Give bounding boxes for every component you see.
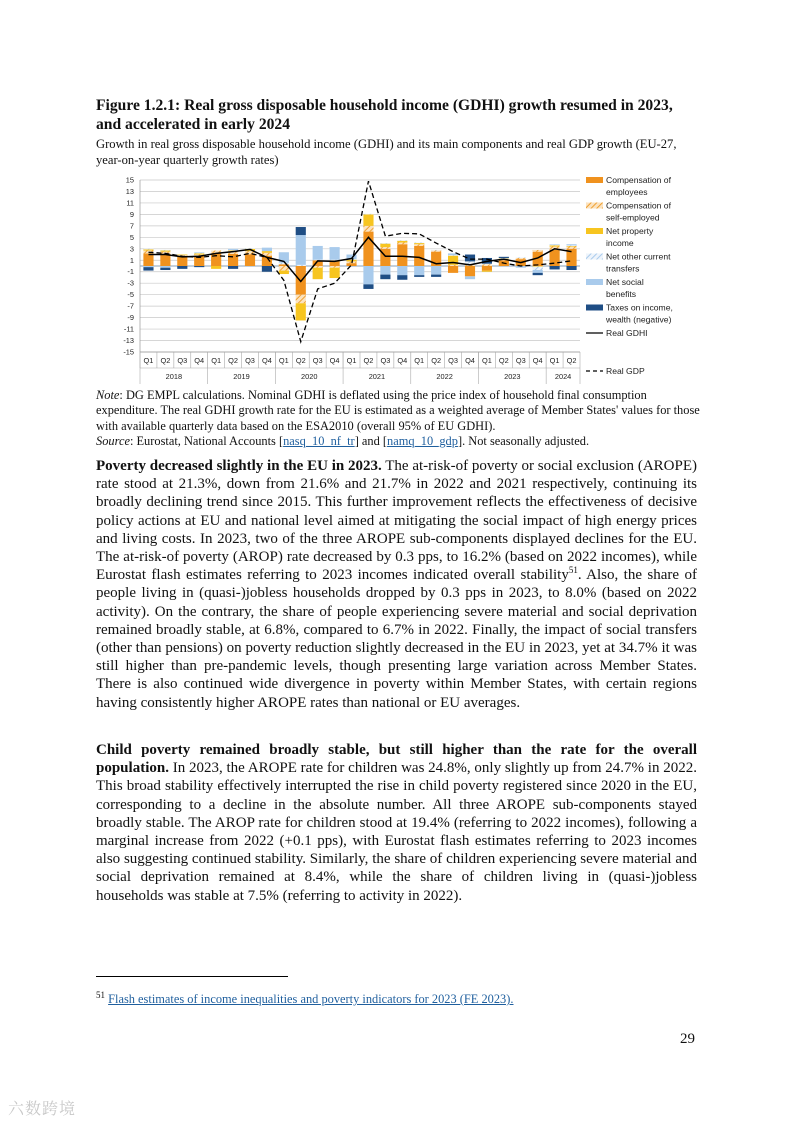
figure-subtitle: Growth in real gross disposable household income (GDHI) and its main components and real GDP growth (EU-27, year-on-year quarterly growth rates) (96, 137, 677, 167)
quarter-label: Q1 (481, 356, 492, 365)
legend-swatch (586, 254, 603, 260)
legend-label: Compensation of (606, 200, 671, 211)
bar-net-property-income (211, 266, 221, 269)
quarter-label: Q4 (261, 356, 272, 365)
paragraph-child-poverty: Child poverty remained broadly stable, but still higher than the rate for the overall population. In 2023, the AROPE rate for children was 24.8%, only slightly up from 24.7% in 2022. This broad stability effectively interrupted the rise in child poverty registered since 2020 in the EU, corresponding to a decline in the absolute number. All three AROPE sub-components stayed broadly stable. The AROP rate for children stood at 19.4% (referring to 2022 incomes), following a marginal increase from 2022 (+0.1 pps), with Eurostat flash estimates referring to 2023 incomes also suggesting continued stability. Similarly, the share of children experiencing severe material and social deprivation remained at 8.4%, while the share of children living in (quasi-)jobless households was stable at 7.5% (referring to activity in 2022). (96, 742, 697, 904)
source-text: Source: Eurostat, National Accounts [nasq_10_nf_tr] and [namq_10_gdp]. Not seasonally adjusted. (96, 433, 590, 448)
quarter-label: Q4 (397, 356, 408, 365)
year-label: 2021 (368, 372, 386, 381)
legend-label: Net other current (606, 251, 671, 262)
bar-net-property-income (313, 268, 323, 279)
bar-net-property-income (380, 244, 390, 247)
bar-taxes-on-income-wealth-negative- (397, 275, 407, 280)
bar-net-other-current-transfers (380, 243, 390, 244)
bar-net-property-income (194, 253, 204, 254)
bar-compensation-of-employees (448, 266, 458, 273)
bar-net-other-current-transfers (363, 214, 373, 215)
bar-net-property-income (143, 249, 153, 250)
legend-label: Net property (606, 226, 654, 236)
bar-compensation-of-self-employed (296, 295, 306, 304)
bar-taxes-on-income-wealth-negative- (194, 266, 204, 267)
quarter-label: Q2 (498, 356, 509, 365)
quarter-label: Q2 (228, 356, 239, 365)
bar-net-social-benefits (380, 266, 390, 275)
bar-net-other-current-transfers (279, 263, 289, 265)
y-tick-label: -11 (123, 324, 134, 334)
bar-net-property-income (177, 255, 187, 256)
legend-label: Real GDHI (606, 328, 648, 338)
bar-net-social-benefits (330, 247, 340, 260)
figure-title: Figure 1.2.1: Real gross disposable household income (GDHI) growth resumed in 2023, and accelerated in early 2024 (96, 97, 673, 133)
source-link-namq[interactable]: namq_10_gdp (387, 433, 458, 448)
bar-net-property-income (566, 246, 576, 247)
bar-net-other-current-transfers (533, 267, 543, 270)
bar-compensation-of-employees (465, 266, 475, 276)
bar-net-property-income (397, 241, 407, 243)
year-label: 2019 (233, 372, 250, 381)
legend-label: employees (606, 187, 648, 197)
bar-net-other-current-transfers (143, 249, 153, 250)
bar-compensation-of-self-employed (414, 244, 424, 246)
y-tick-label: -15 (123, 347, 134, 357)
quarter-label: Q3 (448, 356, 459, 365)
bar-net-property-income (160, 251, 170, 252)
bar-compensation-of-self-employed (363, 226, 373, 232)
bar-taxes-on-income-wealth-negative- (533, 273, 543, 275)
y-tick-label: -5 (127, 290, 134, 300)
bar-compensation-of-employees (346, 263, 356, 266)
bar-compensation-of-employees (482, 266, 492, 271)
bar-net-other-current-transfers (414, 242, 424, 243)
bar-net-other-current-transfers (566, 245, 576, 246)
legend-label: self-employed (606, 212, 660, 223)
legend-label: transfers (606, 263, 640, 274)
bar-net-social-benefits (262, 248, 272, 251)
quarter-label: Q4 (194, 356, 205, 365)
year-label: 2024 (554, 372, 572, 381)
bar-net-other-current-transfers (482, 264, 492, 265)
bar-net-social-benefits (397, 266, 407, 275)
x-axis (140, 352, 580, 384)
bar-net-property-income (262, 251, 272, 253)
bar-compensation-of-self-employed (330, 266, 340, 268)
legend-swatch (586, 279, 603, 285)
bar-taxes-on-income-wealth-negative- (177, 266, 187, 269)
bar-net-social-benefits (296, 235, 306, 265)
bar-compensation-of-self-employed (448, 265, 458, 266)
y-tick-label: -7 (127, 301, 134, 311)
bar-taxes-on-income-wealth-negative- (296, 227, 306, 235)
y-tick-label: -13 (123, 336, 134, 346)
year-label: 2022 (436, 372, 453, 381)
quarter-label: Q3 (177, 356, 188, 365)
bar-taxes-on-income-wealth-negative- (228, 266, 238, 269)
gridlines (140, 180, 580, 352)
footnote-divider (96, 976, 288, 977)
y-tick-label: 7 (129, 221, 134, 231)
bar-net-social-benefits (465, 276, 475, 279)
quarter-label: Q2 (363, 356, 374, 365)
year-label: 2023 (504, 372, 521, 381)
legend-label: Taxes on income, (606, 302, 673, 313)
bar-net-other-current-transfers (516, 257, 526, 258)
bar-net-social-benefits (363, 266, 373, 284)
y-tick-label: 5 (129, 232, 134, 242)
bar-taxes-on-income-wealth-negative- (262, 266, 272, 272)
bar-net-other-current-transfers (296, 265, 306, 266)
bar-net-property-income (330, 268, 340, 278)
quarter-label: Q4 (329, 356, 340, 365)
figure-note (96, 388, 701, 449)
quarter-label: Q3 (380, 356, 391, 365)
bar-net-other-current-transfers (448, 255, 458, 256)
quarter-label: Q2 (160, 356, 171, 365)
bar-net-other-current-transfers (194, 253, 204, 254)
bar-compensation-of-employees (414, 246, 424, 266)
bar-taxes-on-income-wealth-negative- (566, 266, 576, 270)
quarter-label: Q2 (431, 356, 442, 365)
bar-compensation-of-self-employed (566, 247, 576, 249)
quarter-label: Q1 (143, 356, 154, 365)
bar-compensation-of-employees (397, 244, 407, 266)
page-number: 29 (680, 1031, 695, 1047)
watermark: 六数跨境 (8, 1099, 77, 1118)
y-tick-label: 13 (125, 186, 134, 196)
bar-net-social-benefits (160, 266, 170, 268)
bar-net-property-income (363, 214, 373, 225)
legend-label: Compensation of (606, 175, 671, 185)
y-tick-label: 11 (126, 198, 134, 208)
footnote: $^{51}$ Flash estimates of income inequalities and poverty indicators for 2023 (FE 2023). (96, 989, 514, 1006)
quarter-label: Q3 (245, 356, 255, 365)
legend-swatch (586, 177, 603, 183)
bar-taxes-on-income-wealth-negative- (143, 267, 153, 270)
bar-net-social-benefits (228, 249, 238, 250)
bar-net-social-benefits (533, 270, 543, 273)
bar-net-social-benefits (414, 266, 424, 275)
bar-net-property-income (414, 243, 424, 244)
quarter-label: Q4 (465, 356, 475, 365)
y-tick-label: 1 (129, 255, 134, 265)
bar-compensation-of-self-employed (482, 264, 492, 266)
bar-net-social-benefits (431, 266, 441, 275)
quarter-label: Q1 (211, 356, 222, 365)
y-tick-label: -3 (127, 278, 134, 288)
y-tick-label: 9 (129, 209, 134, 219)
bar-net-other-current-transfers (160, 250, 170, 251)
legend-swatch (586, 203, 603, 209)
bar-net-property-income (296, 303, 306, 320)
bar-taxes-on-income-wealth-negative- (431, 275, 441, 277)
bar-compensation-of-self-employed (516, 258, 526, 259)
quarter-label: Q3 (515, 356, 526, 365)
bars (143, 214, 576, 321)
y-tick-label: -9 (127, 313, 134, 323)
bar-compensation-of-self-employed (397, 242, 407, 244)
legend-swatch (586, 228, 603, 234)
bar-net-property-income (533, 266, 543, 267)
legend-label: Net social (606, 277, 644, 287)
bar-net-other-current-transfers (431, 250, 441, 251)
bar-taxes-on-income-wealth-negative- (160, 268, 170, 270)
paragraph-poverty: Poverty decreased slightly in the EU in 2023. The at-risk-of poverty or social exclusion (AROPE) rate stood at 21.3%, down from 21.6% and 21.7% in 2022 and 2021 respectively, continuing its broadly declining trend since 2015. This further improvement reflects the effectiveness of decisive policy actions at EU and national level aimed at mitigating the social impact of high energy prices and living costs. In 2023, two of the three AROPE sub-components displayed declines for the EU. The at-risk-of poverty (AROP) rate decreased by 0.3 pps, to 16.2% (based on 2022 incomes), while Eurostat flash estimates referring to 2023 incomes indicated overall stability$^{51}$. Also, the share of people living in (quasi-)jobless households dropped by 0.3 pps in 2023, to 8.0% (based on 2022 activity). On the contrary, the share of people experiencing severe material and social deprivation remained broadly stable, at 6.8%, compared to 6.7% in 2022. Finally, the impact of social transfers (other than pensions) on poverty reduction slightly decreased in the EU in 2023, yet at 34.7% it was still higher than pre-pandemic levels, though presenting large variation across Member States. There is also continued wide divergence in poverty within Member States, with certain regions having consistently higher AROPE rates than national or EU averages. (96, 458, 697, 711)
bar-net-property-income (482, 271, 492, 272)
bar-net-property-income (279, 271, 289, 274)
bar-compensation-of-self-employed (431, 251, 441, 252)
quarter-label: Q1 (414, 356, 425, 365)
y-tick-label: 15 (125, 175, 134, 185)
quarter-label: Q1 (278, 356, 289, 365)
bar-net-social-benefits (550, 244, 560, 245)
quarter-label: Q1 (346, 356, 357, 365)
bar-taxes-on-income-wealth-negative- (363, 284, 373, 289)
bar-net-other-current-transfers (397, 240, 407, 241)
footnote-ref[interactable]: 51 (568, 565, 578, 576)
year-label: 2020 (301, 372, 318, 381)
bar-compensation-of-employees (245, 255, 255, 266)
legend-label: income (606, 238, 634, 248)
bar-compensation-of-self-employed (380, 247, 390, 249)
legend-label: benefits (606, 289, 637, 299)
bar-net-other-current-transfers (550, 245, 560, 246)
bar-taxes-on-income-wealth-negative- (380, 275, 390, 280)
bar-net-social-benefits (194, 252, 204, 253)
bar-taxes-on-income-wealth-negative- (414, 275, 424, 277)
quarter-label: Q2 (566, 356, 577, 365)
quarter-label: Q4 (532, 356, 543, 365)
footnote-link[interactable]: Flash estimates of income inequalities and poverty indicators for 2023 (FE 2023). (108, 992, 514, 1006)
legend (586, 175, 673, 376)
y-tick-label: -1 (127, 267, 134, 277)
bar-net-social-benefits (566, 244, 576, 245)
gdhi-chart (95, 172, 700, 387)
note-text: Note: DG EMPL calculations. Nominal GDHI is deflated using the price index of household final consumption expenditure. The real GDHI growth rate for the EU is estimated as a weighted average of Member States' values for those with available quarterly data based on the ESA2010 (overall 95% of EU GDHI). (96, 388, 700, 433)
bar-net-social-benefits (313, 246, 323, 260)
y-axis-ticks (123, 176, 134, 357)
bar-taxes-on-income-wealth-negative- (499, 257, 509, 258)
bar-compensation-of-self-employed (533, 250, 543, 252)
bar-net-social-benefits (143, 266, 153, 267)
bar-taxes-on-income-wealth-negative- (550, 266, 560, 269)
source-link-nasq[interactable]: nasq_10_nf_tr (283, 433, 355, 448)
year-label: 2018 (165, 372, 183, 381)
legend-swatch (586, 305, 603, 311)
bar-net-property-income (550, 245, 560, 246)
legend-label: Real GDP (606, 366, 645, 376)
bar-compensation-of-employees (177, 257, 187, 266)
legend-label: wealth (negative) (606, 314, 672, 325)
quarter-label: Q1 (549, 356, 560, 365)
quarter-label: Q2 (295, 356, 306, 365)
quarter-label: Q3 (312, 356, 323, 365)
bar-net-property-income (346, 260, 356, 262)
y-tick-label: 3 (129, 244, 134, 254)
